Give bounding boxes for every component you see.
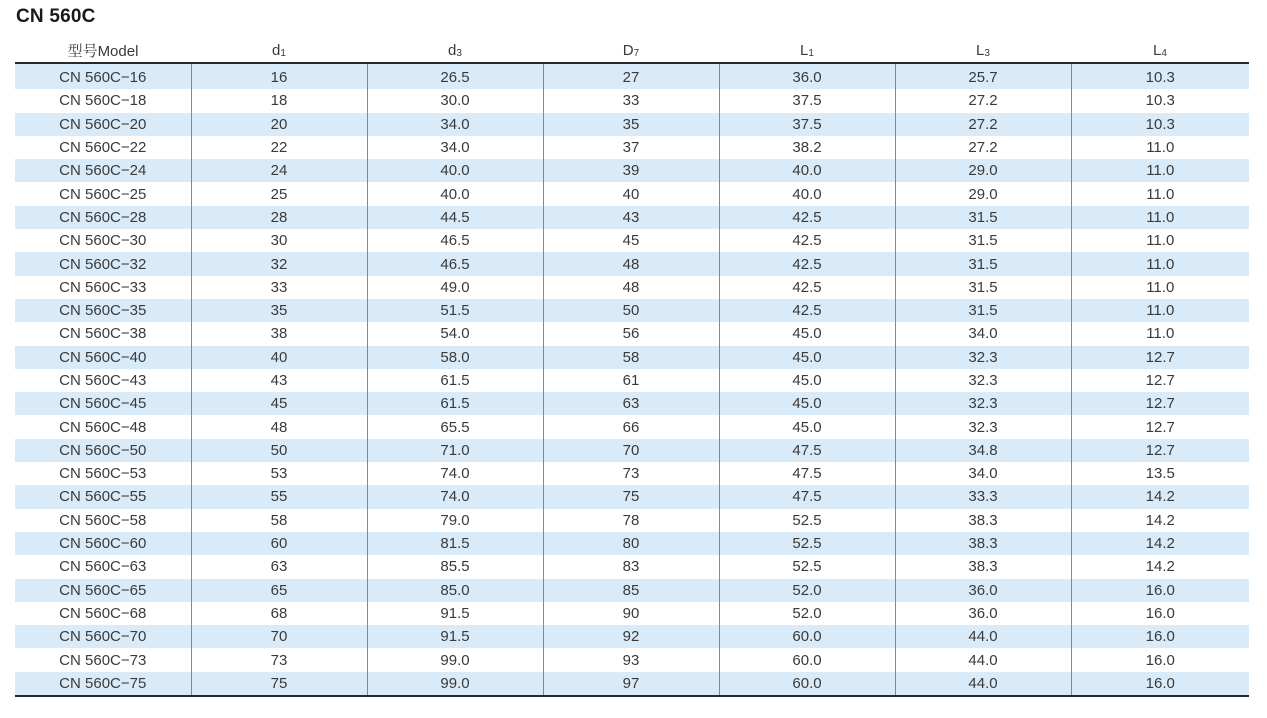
- value-cell: 14.2: [1071, 485, 1249, 508]
- value-cell: 40: [543, 182, 719, 205]
- value-cell: 60.0: [719, 672, 895, 696]
- value-cell: 52.0: [719, 602, 895, 625]
- header-d1: [191, 38, 367, 63]
- model-cell: CN 560C−75: [15, 672, 191, 696]
- model-cell: CN 560C−22: [15, 136, 191, 159]
- table-row: [15, 229, 1249, 252]
- value-cell: 92: [543, 625, 719, 648]
- value-cell: 11.0: [1071, 159, 1249, 182]
- model-cell: CN 560C−25: [15, 182, 191, 205]
- model-cell: CN 560C−30: [15, 229, 191, 252]
- value-cell: 48: [543, 252, 719, 275]
- value-cell: 99.0: [367, 672, 543, 696]
- value-cell: 37: [543, 136, 719, 159]
- table-row: [15, 206, 1249, 229]
- model-cell: CN 560C−40: [15, 346, 191, 369]
- header-label: L: [800, 41, 809, 59]
- value-cell: 45.0: [719, 369, 895, 392]
- value-cell: 13.5: [1071, 462, 1249, 485]
- value-cell: 26.5: [367, 63, 543, 89]
- value-cell: 16.0: [1071, 672, 1249, 696]
- value-cell: 66: [543, 415, 719, 438]
- value-cell: 78: [543, 509, 719, 532]
- value-cell: 11.0: [1071, 229, 1249, 252]
- header-subscript: 3: [984, 47, 990, 59]
- table-body: [15, 63, 1249, 696]
- model-cell: CN 560C−63: [15, 555, 191, 578]
- value-cell: 22: [191, 136, 367, 159]
- table-header: [15, 38, 1249, 63]
- value-cell: 48: [191, 415, 367, 438]
- value-cell: 40.0: [719, 159, 895, 182]
- table-row: [15, 182, 1249, 205]
- value-cell: 70: [191, 625, 367, 648]
- value-cell: 74.0: [367, 462, 543, 485]
- value-cell: 97: [543, 672, 719, 696]
- value-cell: 40: [191, 346, 367, 369]
- header-label: D: [622, 41, 634, 59]
- value-cell: 16.0: [1071, 625, 1249, 648]
- value-cell: 34.8: [895, 439, 1071, 462]
- model-cell: CN 560C−48: [15, 415, 191, 438]
- value-cell: 79.0: [367, 509, 543, 532]
- model-cell: CN 560C−70: [15, 625, 191, 648]
- value-cell: 46.5: [367, 252, 543, 275]
- header-d7: [543, 38, 719, 63]
- value-cell: 65: [191, 579, 367, 602]
- value-cell: 90: [543, 602, 719, 625]
- value-cell: 75: [543, 485, 719, 508]
- model-cell: CN 560C−65: [15, 579, 191, 602]
- header-subscript: 4: [1161, 47, 1167, 59]
- value-cell: 38.2: [719, 136, 895, 159]
- value-cell: 33: [191, 276, 367, 299]
- model-cell: CN 560C−24: [15, 159, 191, 182]
- value-cell: 14.2: [1071, 555, 1249, 578]
- page-title: CN 560C: [16, 6, 96, 27]
- model-cell: CN 560C−58: [15, 509, 191, 532]
- value-cell: 29.0: [895, 159, 1071, 182]
- header-l1: [719, 38, 895, 63]
- value-cell: 31.5: [895, 206, 1071, 229]
- table-row: [15, 252, 1249, 275]
- value-cell: 80: [543, 532, 719, 555]
- value-cell: 93: [543, 648, 719, 671]
- value-cell: 45.0: [719, 346, 895, 369]
- value-cell: 47.5: [719, 485, 895, 508]
- value-cell: 12.7: [1071, 415, 1249, 438]
- value-cell: 52.5: [719, 509, 895, 532]
- value-cell: 32.3: [895, 369, 1071, 392]
- value-cell: 49.0: [367, 276, 543, 299]
- value-cell: 40.0: [367, 159, 543, 182]
- model-cell: CN 560C−68: [15, 602, 191, 625]
- value-cell: 28: [191, 206, 367, 229]
- header-label: L: [1153, 41, 1162, 59]
- value-cell: 52.5: [719, 555, 895, 578]
- value-cell: 55: [191, 485, 367, 508]
- value-cell: 35: [191, 299, 367, 322]
- value-cell: 11.0: [1071, 206, 1249, 229]
- header-label: L: [976, 41, 985, 59]
- value-cell: 11.0: [1071, 182, 1249, 205]
- value-cell: 44.5: [367, 206, 543, 229]
- value-cell: 11.0: [1071, 299, 1249, 322]
- header-model: [15, 38, 191, 63]
- value-cell: 50: [191, 439, 367, 462]
- value-cell: 47.5: [719, 439, 895, 462]
- value-cell: 10.3: [1071, 113, 1249, 136]
- value-cell: 34.0: [367, 136, 543, 159]
- table-row: [15, 579, 1249, 602]
- value-cell: 39: [543, 159, 719, 182]
- value-cell: 24: [191, 159, 367, 182]
- value-cell: 61: [543, 369, 719, 392]
- value-cell: 10.3: [1071, 63, 1249, 89]
- value-cell: 42.5: [719, 206, 895, 229]
- value-cell: 16.0: [1071, 648, 1249, 671]
- table-row: [15, 346, 1249, 369]
- header-subscript: 3: [456, 47, 462, 59]
- model-cell: CN 560C−28: [15, 206, 191, 229]
- spec-table: [15, 38, 1249, 697]
- value-cell: 74.0: [367, 485, 543, 508]
- value-cell: 27.2: [895, 89, 1071, 112]
- value-cell: 29.0: [895, 182, 1071, 205]
- value-cell: 11.0: [1071, 322, 1249, 345]
- value-cell: 36.0: [895, 579, 1071, 602]
- value-cell: 61.5: [367, 392, 543, 415]
- value-cell: 32: [191, 252, 367, 275]
- table-row: [15, 485, 1249, 508]
- model-cell: CN 560C−16: [15, 63, 191, 89]
- value-cell: 27: [543, 63, 719, 89]
- model-cell: CN 560C−35: [15, 299, 191, 322]
- value-cell: 33: [543, 89, 719, 112]
- table-row: [15, 136, 1249, 159]
- value-cell: 34.0: [367, 113, 543, 136]
- value-cell: 14.2: [1071, 532, 1249, 555]
- value-cell: 61.5: [367, 369, 543, 392]
- table-row: [15, 299, 1249, 322]
- model-cell: CN 560C−18: [15, 89, 191, 112]
- table-row: [15, 276, 1249, 299]
- value-cell: 12.7: [1071, 392, 1249, 415]
- value-cell: 60: [191, 532, 367, 555]
- table-row: [15, 532, 1249, 555]
- value-cell: 99.0: [367, 648, 543, 671]
- value-cell: 44.0: [895, 625, 1071, 648]
- value-cell: 12.7: [1071, 346, 1249, 369]
- value-cell: 46.5: [367, 229, 543, 252]
- value-cell: 68: [191, 602, 367, 625]
- value-cell: 73: [191, 648, 367, 671]
- header-label: d: [272, 41, 281, 59]
- value-cell: 11.0: [1071, 276, 1249, 299]
- value-cell: 18: [191, 89, 367, 112]
- table-row: [15, 625, 1249, 648]
- value-cell: 37.5: [719, 89, 895, 112]
- table-row: [15, 462, 1249, 485]
- value-cell: 60.0: [719, 648, 895, 671]
- value-cell: 27.2: [895, 113, 1071, 136]
- value-cell: 58: [191, 509, 367, 532]
- value-cell: 25.7: [895, 63, 1071, 89]
- header-row: [15, 38, 1249, 63]
- value-cell: 12.7: [1071, 439, 1249, 462]
- value-cell: 45: [191, 392, 367, 415]
- header-l3: [895, 38, 1071, 63]
- model-cell: CN 560C−73: [15, 648, 191, 671]
- value-cell: 56: [543, 322, 719, 345]
- model-cell: CN 560C−45: [15, 392, 191, 415]
- model-cell: CN 560C−55: [15, 485, 191, 508]
- value-cell: 25: [191, 182, 367, 205]
- value-cell: 60.0: [719, 625, 895, 648]
- value-cell: 58: [543, 346, 719, 369]
- value-cell: 53: [191, 462, 367, 485]
- header-subscript: 1: [808, 47, 814, 59]
- value-cell: 35: [543, 113, 719, 136]
- value-cell: 34.0: [895, 462, 1071, 485]
- header-d3: [367, 38, 543, 63]
- model-cell: CN 560C−33: [15, 276, 191, 299]
- value-cell: 16: [191, 63, 367, 89]
- value-cell: 37.5: [719, 113, 895, 136]
- value-cell: 12.7: [1071, 369, 1249, 392]
- header-label: d: [448, 41, 457, 59]
- value-cell: 91.5: [367, 602, 543, 625]
- value-cell: 75: [191, 672, 367, 696]
- value-cell: 40.0: [719, 182, 895, 205]
- value-cell: 43: [543, 206, 719, 229]
- value-cell: 33.3: [895, 485, 1071, 508]
- value-cell: 27.2: [895, 136, 1071, 159]
- model-cell: CN 560C−20: [15, 113, 191, 136]
- table-row: [15, 159, 1249, 182]
- table-row: [15, 555, 1249, 578]
- value-cell: 52.5: [719, 532, 895, 555]
- value-cell: 45.0: [719, 392, 895, 415]
- value-cell: 91.5: [367, 625, 543, 648]
- value-cell: 73: [543, 462, 719, 485]
- value-cell: 71.0: [367, 439, 543, 462]
- value-cell: 32.3: [895, 392, 1071, 415]
- table-row: [15, 322, 1249, 345]
- value-cell: 42.5: [719, 276, 895, 299]
- table-row: [15, 439, 1249, 462]
- table-row: [15, 648, 1249, 671]
- value-cell: 30: [191, 229, 367, 252]
- value-cell: 85: [543, 579, 719, 602]
- header-subscript: 1: [280, 47, 286, 59]
- table-row: [15, 89, 1249, 112]
- table-row: [15, 602, 1249, 625]
- value-cell: 54.0: [367, 322, 543, 345]
- value-cell: 45.0: [719, 322, 895, 345]
- value-cell: 51.5: [367, 299, 543, 322]
- value-cell: 44.0: [895, 648, 1071, 671]
- value-cell: 50: [543, 299, 719, 322]
- value-cell: 63: [543, 392, 719, 415]
- value-cell: 63: [191, 555, 367, 578]
- value-cell: 42.5: [719, 252, 895, 275]
- value-cell: 65.5: [367, 415, 543, 438]
- value-cell: 31.5: [895, 276, 1071, 299]
- value-cell: 16.0: [1071, 579, 1249, 602]
- value-cell: 83: [543, 555, 719, 578]
- value-cell: 32.3: [895, 415, 1071, 438]
- model-cell: CN 560C−60: [15, 532, 191, 555]
- table-row: [15, 369, 1249, 392]
- value-cell: 32.3: [895, 346, 1071, 369]
- value-cell: 47.5: [719, 462, 895, 485]
- value-cell: 11.0: [1071, 252, 1249, 275]
- value-cell: 40.0: [367, 182, 543, 205]
- value-cell: 11.0: [1071, 136, 1249, 159]
- value-cell: 38.3: [895, 532, 1071, 555]
- value-cell: 16.0: [1071, 602, 1249, 625]
- model-cell: CN 560C−32: [15, 252, 191, 275]
- value-cell: 38: [191, 322, 367, 345]
- value-cell: 31.5: [895, 229, 1071, 252]
- table-row: [15, 509, 1249, 532]
- table-row: [15, 415, 1249, 438]
- value-cell: 81.5: [367, 532, 543, 555]
- value-cell: 42.5: [719, 299, 895, 322]
- value-cell: 48: [543, 276, 719, 299]
- value-cell: 36.0: [719, 63, 895, 89]
- value-cell: 30.0: [367, 89, 543, 112]
- value-cell: 38.3: [895, 555, 1071, 578]
- header-subscript: 7: [633, 47, 640, 59]
- model-cell: CN 560C−53: [15, 462, 191, 485]
- table-row: [15, 63, 1249, 89]
- value-cell: 38.3: [895, 509, 1071, 532]
- value-cell: 43: [191, 369, 367, 392]
- value-cell: 31.5: [895, 252, 1071, 275]
- value-cell: 42.5: [719, 229, 895, 252]
- header-l4: [1071, 38, 1249, 63]
- value-cell: 58.0: [367, 346, 543, 369]
- header-label: 型号Model: [67, 42, 139, 60]
- value-cell: 70: [543, 439, 719, 462]
- value-cell: 45.0: [719, 415, 895, 438]
- table-row: [15, 392, 1249, 415]
- value-cell: 45: [543, 229, 719, 252]
- value-cell: 31.5: [895, 299, 1071, 322]
- model-cell: CN 560C−43: [15, 369, 191, 392]
- model-cell: CN 560C−38: [15, 322, 191, 345]
- value-cell: 44.0: [895, 672, 1071, 696]
- value-cell: 34.0: [895, 322, 1071, 345]
- table-row: [15, 113, 1249, 136]
- value-cell: 20: [191, 113, 367, 136]
- value-cell: 36.0: [895, 602, 1071, 625]
- value-cell: 52.0: [719, 579, 895, 602]
- model-cell: CN 560C−50: [15, 439, 191, 462]
- value-cell: 85.0: [367, 579, 543, 602]
- table-row: [15, 672, 1249, 696]
- value-cell: 14.2: [1071, 509, 1249, 532]
- value-cell: 10.3: [1071, 89, 1249, 112]
- value-cell: 85.5: [367, 555, 543, 578]
